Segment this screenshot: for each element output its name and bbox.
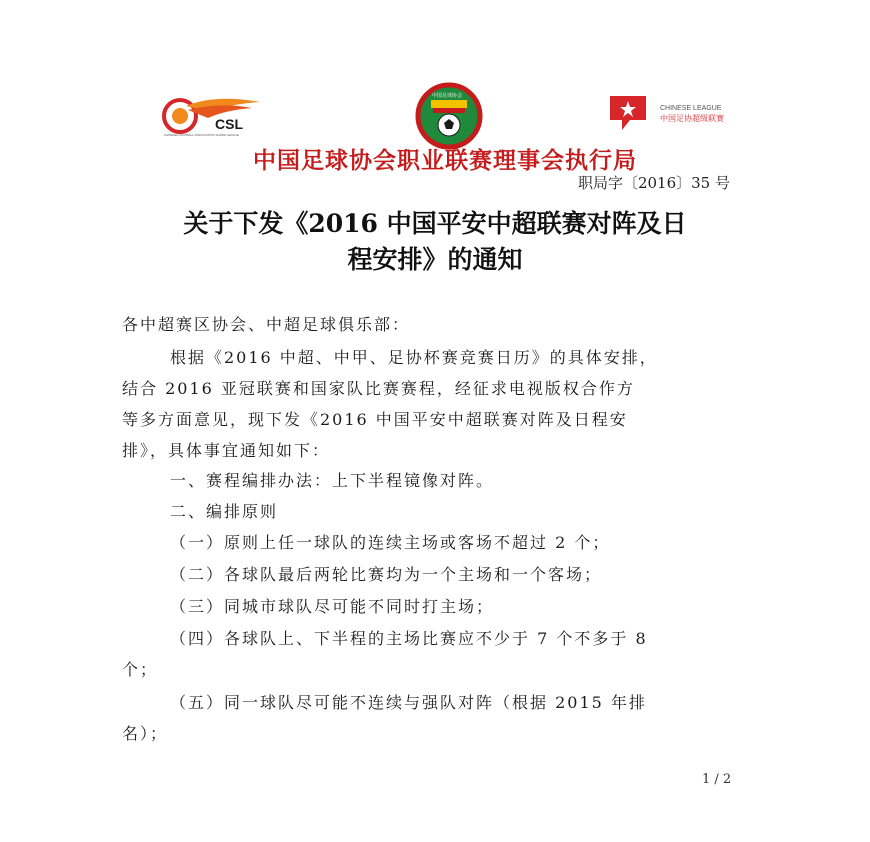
page-number: 1 / 2 — [702, 772, 732, 787]
rule-item: （三）同城市球队尽可能不同时打主场； — [170, 597, 495, 616]
notice-title-line2: 程安排》的通知 — [347, 245, 523, 274]
rule-item-continued: 名）； — [122, 724, 169, 743]
rule-item: （二）各球队最后两轮比赛均为一个主场和一个客场； — [170, 565, 603, 584]
rule-item: （一）原则上任一球队的连续主场或客场不超过 2 个； — [170, 533, 611, 552]
rule-item: （四）各球队上、下半程的主场比赛应不少于 7 个不多于 8 — [170, 629, 648, 648]
paragraph-line: 排》，具体事宜通知如下： — [122, 441, 331, 460]
rule-item-continued: 个； — [122, 660, 159, 679]
section-heading: 二、编排原则 — [170, 502, 279, 521]
partner-logo-text: CHINESE LEAGUE — [660, 105, 722, 112]
csl-logo-subtext: CHINESE FOOTBALL ASSOCIATION SUPER LEAGUE — [164, 133, 239, 137]
paragraph-line: 等多方面意见，现下发《2016 中国平安中超联赛对阵及日程安 — [122, 410, 628, 429]
section-heading: 一、赛程编排办法：上下半程镜像对阵。 — [170, 471, 495, 490]
rule-item: （五）同一球队尽可能不连续与强队对阵（根据 2015 年排 — [170, 693, 647, 712]
paragraph-line: 根据《2016 中超、中甲、足协杯赛竞赛日历》的具体安排， — [170, 348, 658, 367]
cfa-badge-logo — [403, 80, 495, 150]
document-number: 职局字〔2016〕35 号 — [577, 174, 730, 192]
cfa-logo-text: 中国足球协会 — [432, 93, 463, 99]
paragraph-line: 结合 2016 亚冠联赛和国家队比赛赛程，经征求电视版权合作方 — [122, 379, 635, 398]
csl-logo-text: CSL — [215, 116, 243, 132]
league-partner-logo — [608, 90, 733, 132]
salutation: 各中超赛区协会、中超足球俱乐部： — [122, 315, 411, 334]
organization-title: 中国足球协会职业联赛理事会执行局 — [253, 147, 637, 174]
partner-logo-subtext: 中国足协超级联赛 — [660, 114, 724, 123]
csl-logo — [160, 96, 270, 138]
notice-title-line1: 关于下发《2016 中国平安中超联赛对阵及日 — [183, 209, 687, 238]
notice-title — [115, 206, 755, 278]
